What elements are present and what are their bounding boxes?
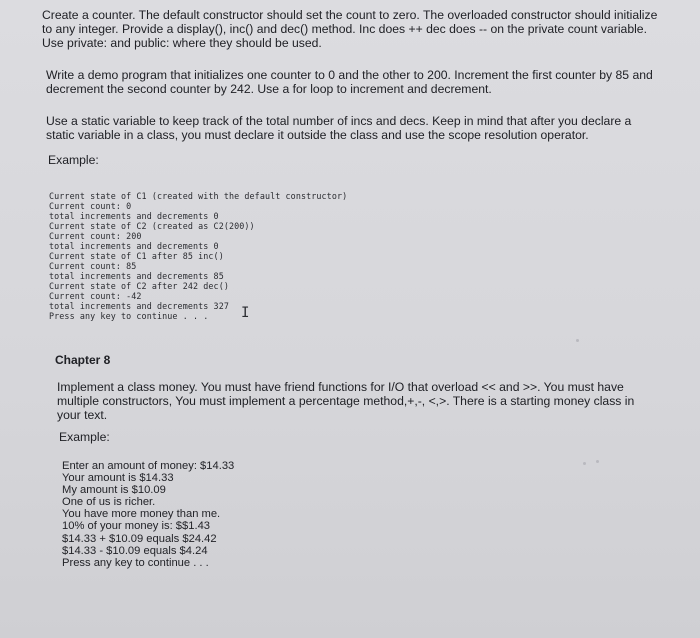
chapter-heading: Chapter 8 [55, 353, 111, 367]
money-task-paragraph: Implement a class money. You must have friend functions for I/O that overload << and >>. You must have multiple constructors, You must implement a percentage method,+,-, <,>. There is a starting money class in your text. [57, 380, 635, 423]
money-output-line: 10% of your money is: $$1.43 [62, 520, 211, 533]
console-line: Current count: 0 [49, 201, 132, 211]
money-example-output [62, 460, 234, 569]
screen-speck [596, 460, 599, 463]
console-line: total increments and decrements 0 [49, 241, 219, 251]
console-line: Current state of C2 (created as C2(200)) [49, 221, 255, 231]
demo-program-paragraph: Write a demo program that initializes one counter to 0 and the other to 200. Increment the first counter by 85 and decrement the second counter by 242. Use a for loop to increment and decrement. [46, 68, 653, 97]
text-cursor-icon: I [241, 305, 250, 321]
example-label: Example: [59, 430, 110, 444]
money-output-line: $14.33 + $10.09 equals $24.42 [62, 532, 217, 545]
example-label: Example: [48, 153, 99, 167]
money-output-line: Press any key to continue . . . [62, 556, 209, 569]
console-output [49, 191, 347, 321]
money-output-line: One of us is richer. [62, 496, 156, 509]
console-line: total increments and decrements 0 [49, 211, 219, 221]
money-output-line: You have more money than me. [62, 508, 221, 521]
console-line: total increments and decrements 327 [49, 301, 229, 311]
money-output-line: $14.33 - $10.09 equals $4.24 [62, 544, 208, 557]
counter-task-paragraph: Create a counter. The default constructor should set the count to zero. The overloaded constructor should initialize to any integer. Provide a display(), inc() and dec() method. Inc does ++ dec does -- on the private count variable. Use private: and public: where they should be used. [42, 8, 658, 51]
screen-speck [583, 462, 586, 465]
screen-speck [576, 339, 579, 342]
console-line: Current state of C1 (created with the default constructor) [49, 191, 348, 201]
money-output-line: Enter an amount of money: $14.33 [62, 460, 235, 472]
console-line: Current state of C1 after 85 inc() [49, 251, 224, 261]
console-line: Press any key to continue . . . [49, 311, 209, 321]
static-variable-paragraph: Use a static variable to keep track of the total number of incs and decs. Keep in mind that after you declare a static variable in a class, you must declare it outside the class and use the scope resolution operator. [46, 114, 632, 143]
money-output-line: My amount is $10.09 [62, 484, 166, 497]
money-output-line: Your amount is $14.33 [62, 472, 174, 485]
console-line: Current count: 200 [49, 231, 142, 241]
console-line: Current count: -42 [49, 291, 142, 301]
console-line: Current count: 85 [49, 261, 137, 271]
console-line: total increments and decrements 85 [49, 271, 224, 281]
console-line: Current state of C2 after 242 dec() [49, 281, 229, 291]
